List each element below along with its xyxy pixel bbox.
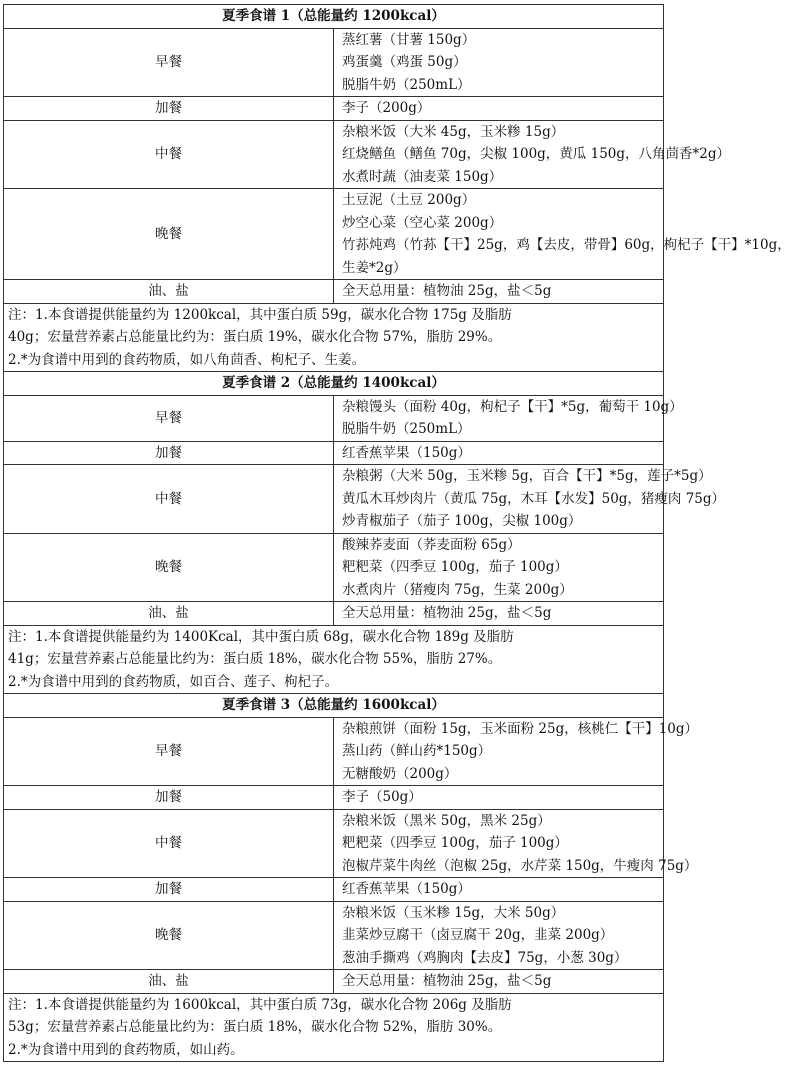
food-item: 脱脂牛奶（250mL） xyxy=(342,76,471,93)
food-item: 无糖酸奶（200g） xyxy=(342,765,458,782)
food-item: 杂粮馒头（面粉 40g，枸杞子【干】*5g，葡萄干 10g） xyxy=(342,398,683,415)
food-item: 炒青椒茄子（茄子 100g，尖椒 100g） xyxy=(342,513,582,529)
food-item: 红烧鳝鱼（鳝鱼 70g，尖椒 100g，黄瓜 150g，八角茴香*2g） xyxy=(342,146,730,162)
food-item: 脱脂牛奶（250mL） xyxy=(342,421,471,437)
meal-label: 油、盐 xyxy=(4,280,334,304)
food-item: 生姜*2g） xyxy=(342,259,407,276)
meal-items xyxy=(334,395,683,441)
meal-items xyxy=(334,878,664,902)
menu-title: 夏季食谱 2（总能量约 1400kcal） xyxy=(4,372,664,396)
menu-note-row xyxy=(4,303,664,372)
note-line: 2.*为食谱中用到的食药物质，如百合、莲子、枸杞子。 xyxy=(8,673,339,690)
note-line: 2.*为食谱中用到的食药物质，如山药。 xyxy=(8,1041,244,1058)
food-item: 全天总用量：植物油 25g，盐＜5g xyxy=(342,605,552,621)
meal-row xyxy=(4,878,664,902)
food-item: 李子（50g） xyxy=(342,789,422,805)
food-item: 葱油手撕鸡（鸡胸肉【去皮】75g，小葱 30g） xyxy=(342,949,628,966)
meal-row xyxy=(4,441,664,465)
note-line: 53g；宏量营养素占总能量比约为：蛋白质 18%，碳水化合物 52%，脂肪 30%。 xyxy=(8,1019,502,1035)
note-line: 40g；宏量营养素占总能量比约为：蛋白质 19%，碳水化合物 57%，脂肪 29%。 xyxy=(8,329,502,345)
menu-title-row xyxy=(4,694,664,718)
food-item: 竹荪炖鸡（竹荪【干】25g，鸡【去皮，带骨】60g，枸杞子【干】*10g， xyxy=(342,237,791,253)
meal-label: 晚餐 xyxy=(4,901,334,970)
meal-items xyxy=(334,189,791,280)
meal-row xyxy=(4,970,664,994)
meal-items xyxy=(334,280,664,304)
meal-items xyxy=(334,97,664,121)
meal-label: 加餐 xyxy=(4,441,334,465)
food-item: 红香蕉苹果（150g） xyxy=(342,881,471,897)
food-item: 蒸山药（鲜山药*150g） xyxy=(342,743,492,759)
note-line: 注：1.本食谱提供能量约为 1200kcal，其中蛋白质 59g，碳水化合物 175g 及脂肪 xyxy=(8,306,512,323)
food-item: 鸡蛋羹（鸡蛋 50g） xyxy=(342,54,467,70)
summer-recipe-table xyxy=(3,4,791,1062)
note-line: 注：1.本食谱提供能量约为 1600kcal，其中蛋白质 73g，碳水化合物 206g 及脂肪 xyxy=(8,996,512,1013)
note-line: 注：1.本食谱提供能量约为 1400Kcal，其中蛋白质 68g，碳水化合物 189g 及脂肪 xyxy=(8,628,514,645)
meal-label: 中餐 xyxy=(4,465,334,534)
food-item: 杂粮粥（大米 50g，玉米糁 5g，百合【干】*5g，莲子*5g） xyxy=(342,468,712,484)
meal-items xyxy=(334,120,730,189)
meal-items xyxy=(334,602,664,626)
menu-title-row xyxy=(4,372,664,396)
food-item: 炒空心菜（空心菜 200g） xyxy=(342,214,503,231)
meal-row xyxy=(4,97,664,121)
meal-label: 中餐 xyxy=(4,120,334,189)
meal-row xyxy=(4,901,664,970)
meal-items xyxy=(334,533,664,602)
meal-row xyxy=(4,602,664,626)
menu-title-row xyxy=(4,5,664,29)
food-item: 杂粮米饭（黑米 50g，黑米 25g） xyxy=(342,812,551,829)
food-item: 酸辣荞麦面（荞麦面粉 65g） xyxy=(342,536,521,553)
food-item: 杂粮米饭（玉米糁 15g，大米 50g） xyxy=(342,904,565,921)
food-item: 红香蕉苹果（150g） xyxy=(342,444,471,461)
food-item: 韭菜炒豆腐干（卤豆腐干 20g，韭菜 200g） xyxy=(342,927,614,943)
meal-row xyxy=(4,189,664,280)
menu-title: 夏季食谱 1（总能量约 1200kcal） xyxy=(4,5,664,29)
food-item: 粑粑菜（四季豆 100g，茄子 100g） xyxy=(342,835,568,851)
menu-title: 夏季食谱 3（总能量约 1600kcal） xyxy=(4,694,664,718)
food-item: 蒸红薯（甘薯 150g） xyxy=(342,31,476,48)
note-line: 41g；宏量营养素占总能量比约为：蛋白质 18%，碳水化合物 55%，脂肪 27%。 xyxy=(8,651,502,667)
meal-label: 加餐 xyxy=(4,786,334,810)
meal-label: 油、盐 xyxy=(4,602,334,626)
menu-note xyxy=(4,625,664,694)
meal-items xyxy=(334,717,699,786)
meal-items xyxy=(334,970,664,994)
food-item: 泡椒芹菜牛肉丝（泡椒 25g，水芹菜 150g，牛瘦肉 75g） xyxy=(342,857,698,874)
meal-row xyxy=(4,717,664,786)
food-item: 杂粮煎饼（面粉 15g，玉米面粉 25g，核桃仁【干】10g） xyxy=(342,720,699,737)
menu-note xyxy=(4,303,664,372)
meal-items xyxy=(334,465,726,534)
meal-label: 中餐 xyxy=(4,809,334,878)
meal-label: 早餐 xyxy=(4,28,334,97)
meal-label: 加餐 xyxy=(4,97,334,121)
recipe-document xyxy=(3,4,791,1062)
meal-row xyxy=(4,280,664,304)
food-item: 水煮肉片（猪瘦肉 75g，生菜 200g） xyxy=(342,581,573,598)
menu-note xyxy=(4,993,664,1062)
food-item: 全天总用量：植物油 25g，盐＜5g xyxy=(342,283,552,299)
meal-label: 晚餐 xyxy=(4,189,334,280)
meal-row xyxy=(4,809,664,878)
food-item: 土豆泥（土豆 200g） xyxy=(342,192,476,208)
meal-row xyxy=(4,395,664,441)
meal-row xyxy=(4,533,664,602)
meal-label: 油、盐 xyxy=(4,970,334,994)
food-item: 黄瓜木耳炒肉片（黄瓜 75g，木耳【水发】50g，猪瘦肉 75g） xyxy=(342,490,726,507)
meal-label: 晚餐 xyxy=(4,533,334,602)
meal-label: 早餐 xyxy=(4,395,334,441)
meal-label: 早餐 xyxy=(4,717,334,786)
food-item: 李子（200g） xyxy=(342,100,431,116)
note-line: 2.*为食谱中用到的食药物质，如八角茴香、枸杞子、生姜。 xyxy=(8,351,366,368)
meal-items xyxy=(334,28,664,97)
meal-row xyxy=(4,28,664,97)
meal-items xyxy=(334,901,664,970)
food-item: 水煮时蔬（油麦菜 150g） xyxy=(342,168,503,185)
meal-items xyxy=(334,809,698,878)
meal-row xyxy=(4,465,664,534)
food-item: 粑粑菜（四季豆 100g，茄子 100g） xyxy=(342,559,568,575)
meal-items xyxy=(334,441,664,465)
food-item: 杂粮米饭（大米 45g，玉米糁 15g） xyxy=(342,123,565,140)
meal-row xyxy=(4,786,664,810)
menu-note-row xyxy=(4,993,664,1062)
food-item: 全天总用量：植物油 25g，盐＜5g xyxy=(342,973,552,989)
meal-row xyxy=(4,120,664,189)
meal-items xyxy=(334,786,664,810)
menu-note-row xyxy=(4,625,664,694)
meal-label: 加餐 xyxy=(4,878,334,902)
